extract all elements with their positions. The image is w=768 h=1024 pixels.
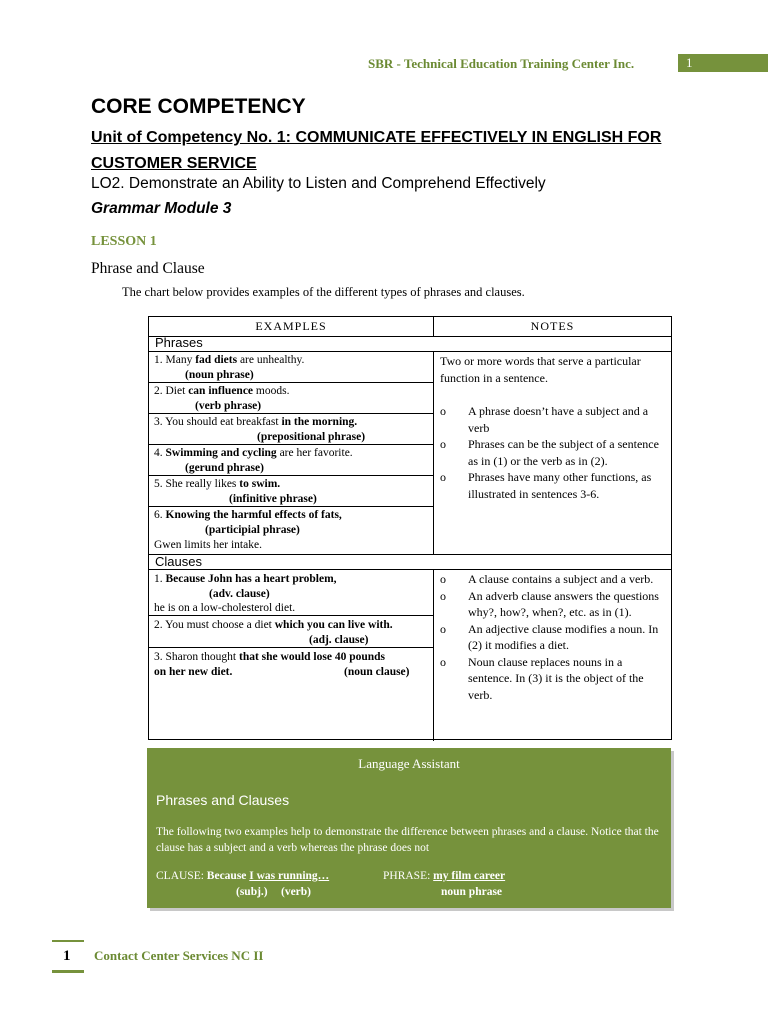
clause-example bbox=[156, 870, 329, 882]
example-number: 3. Sharon thought bbox=[154, 651, 239, 663]
example-highlight: Knowing the harmful effects of fats, bbox=[165, 509, 342, 521]
clause-label: CLAUSE: bbox=[156, 870, 204, 882]
unit-title: Unit of Competency No. 1: COMMUNICATE EFFECTIVELY IN ENGLISH FOR CUSTOMER SERVICE bbox=[91, 129, 662, 172]
clause-tag-1: (adv. clause) bbox=[209, 588, 270, 600]
phrase-example-5 bbox=[154, 477, 280, 491]
example-number: 2. Diet bbox=[154, 385, 189, 397]
example-highlight: on her new diet. bbox=[154, 666, 233, 678]
header-org: SBR - Technical Education Training Center Inc. bbox=[368, 56, 635, 71]
phrase-note-item bbox=[440, 469, 666, 502]
language-assistant-box bbox=[147, 748, 671, 908]
learning-outcome: LO2. Demonstrate an Ability to Listen and Comprehend Effectively bbox=[91, 175, 546, 192]
clause-example-3-line2 bbox=[154, 665, 232, 679]
clause-example-3 bbox=[154, 650, 385, 664]
table-rule bbox=[149, 413, 433, 414]
header-notes: NOTES bbox=[530, 319, 575, 333]
footer-page-number: 1 bbox=[63, 948, 71, 964]
example-number: 1. bbox=[154, 573, 166, 585]
footer-text: Contact Center Services NC II bbox=[94, 948, 264, 963]
phrase-tag-4: (gerund phrase) bbox=[185, 462, 264, 474]
examples-table bbox=[148, 316, 672, 740]
clause-note-item bbox=[440, 621, 666, 654]
bullet-marker: o bbox=[440, 654, 446, 669]
example-number: 4. bbox=[154, 447, 166, 459]
bullet-marker: o bbox=[440, 404, 446, 418]
bullet-marker: o bbox=[440, 621, 446, 636]
phrase-example-4 bbox=[154, 446, 353, 460]
table-rule bbox=[149, 336, 671, 337]
example-rest: are her favorite. bbox=[276, 447, 353, 459]
phrase-label: PHRASE: bbox=[383, 870, 431, 882]
phrases-label: Phrases bbox=[155, 335, 203, 350]
phrase-example-6 bbox=[154, 508, 342, 522]
phrase-tag-5: (infinitive phrase) bbox=[229, 493, 317, 505]
phrase-notes-intro: Two or more words that serve a particular function in a sentence. bbox=[440, 354, 641, 385]
clause-pre: Because bbox=[206, 870, 250, 882]
table-rule bbox=[149, 569, 671, 570]
phrase-notes bbox=[440, 353, 666, 502]
table-rule bbox=[433, 569, 434, 741]
note-text: An adjective clause modifies a noun. In (2) it modifies a diet. bbox=[468, 621, 659, 652]
table-rule bbox=[433, 351, 434, 554]
bullet-marker: o bbox=[440, 572, 446, 586]
example-highlight: Swimming and cycling bbox=[165, 447, 277, 459]
example-rest: are unhealthy. bbox=[237, 354, 305, 366]
example-highlight: that she would lose 40 pounds bbox=[238, 651, 386, 663]
example-number: 5. She really likes bbox=[154, 478, 240, 490]
table-rule bbox=[149, 647, 433, 648]
phrase-tag-2: (verb phrase) bbox=[195, 400, 262, 412]
example-highlight: in the morning. bbox=[281, 416, 358, 428]
note-text: Noun clause replaces nouns in a sentence. In (3) it is the object of the verb. bbox=[468, 654, 644, 702]
clause-example-1-rest: he is on a low-cholesterol diet. bbox=[154, 602, 296, 614]
module-title: Grammar Module 3 bbox=[91, 200, 232, 217]
phrase-note-item bbox=[440, 403, 666, 436]
example-number: 1. Many bbox=[154, 354, 196, 366]
phrase-tag-3: (prepositional phrase) bbox=[257, 431, 366, 443]
clause-tag-2: (adj. clause) bbox=[309, 634, 369, 646]
clause-example-1 bbox=[154, 572, 337, 586]
note-text: An adverb clause answers the questions why?, how?, when?, etc. as in (1). bbox=[468, 588, 659, 619]
footer-rule-bottom bbox=[52, 970, 84, 973]
clause-tag-3: (noun clause) bbox=[344, 666, 410, 678]
table-rule bbox=[149, 351, 671, 352]
table-rule bbox=[149, 554, 671, 555]
clause-notes bbox=[440, 571, 666, 703]
example-highlight: which you can live with. bbox=[274, 619, 393, 631]
bullet-marker: o bbox=[440, 470, 446, 484]
table-rule bbox=[149, 475, 433, 476]
phrase-note-item bbox=[440, 436, 666, 469]
note-text: A clause contains a subject and a verb. bbox=[468, 572, 654, 586]
assistant-title: Language Assistant bbox=[358, 756, 460, 771]
table-rule bbox=[149, 382, 433, 383]
phrase-example-1 bbox=[154, 353, 304, 367]
note-text: Phrases have many other functions, as illustrated in sentences 3-6. bbox=[468, 470, 652, 501]
clauses-label: Clauses bbox=[155, 554, 202, 569]
section-title: Phrase and Clause bbox=[91, 260, 205, 277]
assistant-subtitle: Phrases and Clauses bbox=[156, 792, 290, 808]
clause-example-text: I was running… bbox=[249, 870, 330, 882]
example-highlight: can influence bbox=[188, 385, 254, 397]
page-title: CORE COMPETENCY bbox=[91, 95, 306, 118]
phrase-example-3 bbox=[154, 415, 357, 429]
table-rule bbox=[149, 444, 433, 445]
phrase-tag-1: (noun phrase) bbox=[185, 369, 254, 381]
footer-rule-top bbox=[52, 940, 84, 942]
header-page-number: 1 bbox=[686, 55, 693, 70]
intro-text: The chart below provides examples of the different types of phrases and clauses. bbox=[122, 285, 525, 299]
phrase-tag-6: (participial phrase) bbox=[205, 524, 300, 536]
clause-note-item bbox=[440, 654, 666, 704]
example-highlight: Because John has a heart problem, bbox=[165, 573, 337, 585]
note-text: A phrase doesn’t have a subject and a verb bbox=[468, 404, 649, 435]
example-highlight: fad diets bbox=[195, 354, 238, 366]
example-number: 3. You should eat breakfast bbox=[154, 416, 282, 428]
lesson-label: LESSON 1 bbox=[91, 234, 157, 249]
bullet-marker: o bbox=[440, 437, 446, 451]
phrase-example-6-rest: Gwen limits her intake. bbox=[154, 539, 262, 551]
phrase-example-text: my film career bbox=[433, 870, 506, 882]
clause-example-2 bbox=[154, 618, 393, 632]
assistant-body: The following two examples help to demonstrate the difference between phrases and a clause. Notice that the clause has a subject and a verb whereas the phrase does not bbox=[156, 826, 659, 854]
example-number: 6. bbox=[154, 509, 166, 521]
bullet-marker: o bbox=[440, 588, 446, 603]
example-rest: moods. bbox=[253, 385, 290, 397]
clause-note-item bbox=[440, 571, 666, 588]
header-examples: EXAMPLES bbox=[255, 319, 327, 333]
clause-subj-tag: (subj.) bbox=[236, 886, 268, 898]
phrase-example-2 bbox=[154, 384, 289, 398]
clause-note-item bbox=[440, 588, 666, 621]
table-rule bbox=[149, 506, 433, 507]
phrase-tag: noun phrase bbox=[441, 886, 503, 898]
clause-verb-tag: (verb) bbox=[281, 886, 312, 898]
header-page-box bbox=[678, 54, 768, 72]
phrase-example bbox=[383, 870, 505, 882]
example-highlight: to swim. bbox=[239, 478, 281, 490]
example-number: 2. You must choose a diet bbox=[154, 619, 275, 631]
note-text: Phrases can be the subject of a sentence as in (1) or the verb as in (2). bbox=[468, 437, 659, 468]
table-rule bbox=[149, 615, 433, 616]
